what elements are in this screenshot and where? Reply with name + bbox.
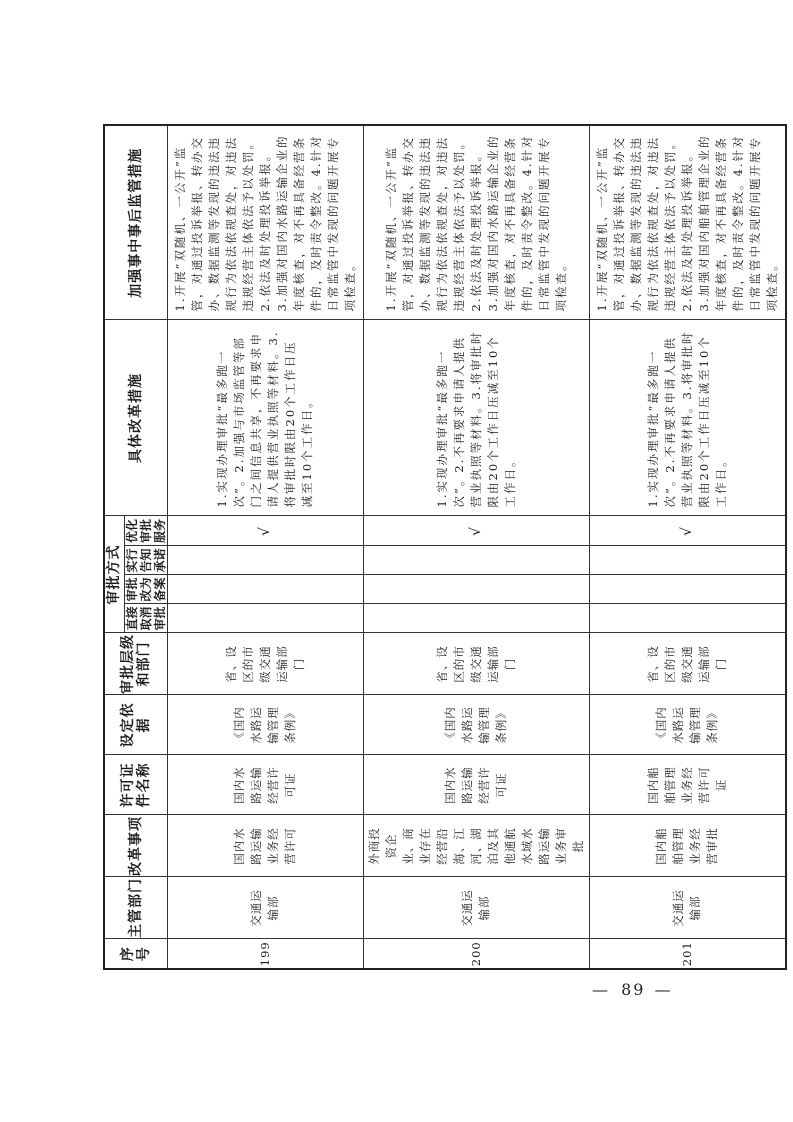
header-filing: 审批改为备案 xyxy=(124,575,167,604)
cell-optimize-check: √ xyxy=(589,516,786,546)
header-license: 许可证件名称 xyxy=(104,755,167,815)
cell-basis: 《国内水路运输管理条例》 xyxy=(589,695,786,755)
page-number-value: 89 xyxy=(621,980,646,999)
cell-optimize-check: √ xyxy=(363,516,589,546)
cell-notify xyxy=(167,546,363,575)
cell-notify xyxy=(589,546,786,575)
table-row xyxy=(167,125,363,969)
cell-license: 国内船舶管理业务经营许可证 xyxy=(589,755,786,815)
cell-cancel xyxy=(167,604,363,633)
cell-optimize-check: √ xyxy=(167,516,363,546)
cell-level: 省、设区的市级交通运输部门 xyxy=(363,633,589,695)
cell-level: 省、设区的市级交通运输部门 xyxy=(167,633,363,695)
cell-item: 国内船舶管理业务经营审批 xyxy=(589,815,786,877)
cell-filing xyxy=(363,575,589,604)
rotated-table-container xyxy=(103,126,779,970)
cell-level: 省、设区的市级交通运输部门 xyxy=(589,633,786,695)
cell-supervision: 1.开展“双随机、一公开”监管，对通过投诉举报、转办交办、数据监测等发现的违法违规行为依法依规查处，对违法违规经营主体依法予以处罚。2.依法及时处理投诉举报。3.加强对国内船舶管理企业的年度核查，对不再具备经营条件的，及时责令整改。4.针对日常监管中发现的问题开展专项检查。 xyxy=(589,125,786,320)
header-measures: 具体改革措施 xyxy=(104,320,167,516)
cell-measures: 1.实现办理审批“最多跑一次”。2.加强与市场监管等部门之间信息共享，不再要求申请人提供营业执照等材料。3.将审批时限由20个工作日压减至10个工作日。 xyxy=(167,320,363,516)
header-dept: 主管部门 xyxy=(104,877,167,939)
cell-dept: 交通运输部 xyxy=(589,877,786,939)
cell-item: 国内水路运输业务经营许可 xyxy=(167,815,363,877)
cell-seq: 200 xyxy=(363,939,589,969)
cell-item: 外商投资企业、商业存在经营沿海、江河、湖泊及其他通航水域水路运输业务审批 xyxy=(363,815,589,877)
header-notify: 实行告知承诺 xyxy=(124,546,167,575)
cell-cancel xyxy=(589,604,786,633)
cell-measures: 1.实现办理审批“最多跑一次”。2.不再要求申请人提供营业执照等材料。3.将审批时限由20个工作日压减至10个工作日。 xyxy=(363,320,589,516)
header-seq: 序号 xyxy=(104,939,167,969)
cell-license: 国内水路运输经营许可证 xyxy=(167,755,363,815)
header-cancel: 直接取消审批 xyxy=(124,604,167,633)
cell-dept: 交通运输部 xyxy=(167,877,363,939)
cell-notify xyxy=(363,546,589,575)
table-row xyxy=(363,125,589,969)
page-number: — 89 — xyxy=(592,980,675,999)
cell-license: 国内水路运输经营许可证 xyxy=(363,755,589,815)
cell-basis: 《国内水路运输管理条例》 xyxy=(167,695,363,755)
header-method: 审批方式 xyxy=(104,516,124,633)
cell-supervision: 1.开展“双随机、一公开”监管，对通过投诉举报、转办交办、数据监测等发现的违法违规行为依法依规查处，对违法违规经营主体依法予以处罚。2.依法及时处理投诉举报。3.加强对国内水路运输企业的年度核查，对不再具备经营条件的，及时责令整改。4.针对日常监管中发现的问题开展专项检查。 xyxy=(363,125,589,320)
cell-filing xyxy=(589,575,786,604)
cell-seq: 201 xyxy=(589,939,786,969)
header-basis: 设定依据 xyxy=(104,695,167,755)
cell-basis: 《国内水路运输管理条例》 xyxy=(363,695,589,755)
reform-items-table xyxy=(103,124,787,970)
cell-seq: 199 xyxy=(167,939,363,969)
header-supervision: 加强事中事后监管措施 xyxy=(104,125,167,320)
cell-cancel xyxy=(363,604,589,633)
cell-supervision: 1.开展“双随机、一公开”监管，对通过投诉举报、转办交办、数据监测等发现的违法违规行为依法依规查处，对违法违规经营主体依法予以处罚。2.依法及时处理投诉举报。3.加强对国内水路运输企业的年度核查，对不再具备经营条件的，及时责令整改。4.针对日常监管中发现的问题开展专项检查。 xyxy=(167,125,363,320)
cell-measures: 1.实现办理审批“最多跑一次”。2.不再要求申请人提供营业执照等材料。3.将审批时限由20个工作日压减至10个工作日。 xyxy=(589,320,786,516)
cell-filing xyxy=(167,575,363,604)
table-wrapper xyxy=(103,126,779,970)
header-item: 改革事项 xyxy=(104,815,167,877)
header-optimize: 优化审批服务 xyxy=(124,516,167,546)
cell-dept: 交通运输部 xyxy=(363,877,589,939)
header-level: 审批层级和部门 xyxy=(104,633,167,695)
table-row xyxy=(589,125,786,969)
